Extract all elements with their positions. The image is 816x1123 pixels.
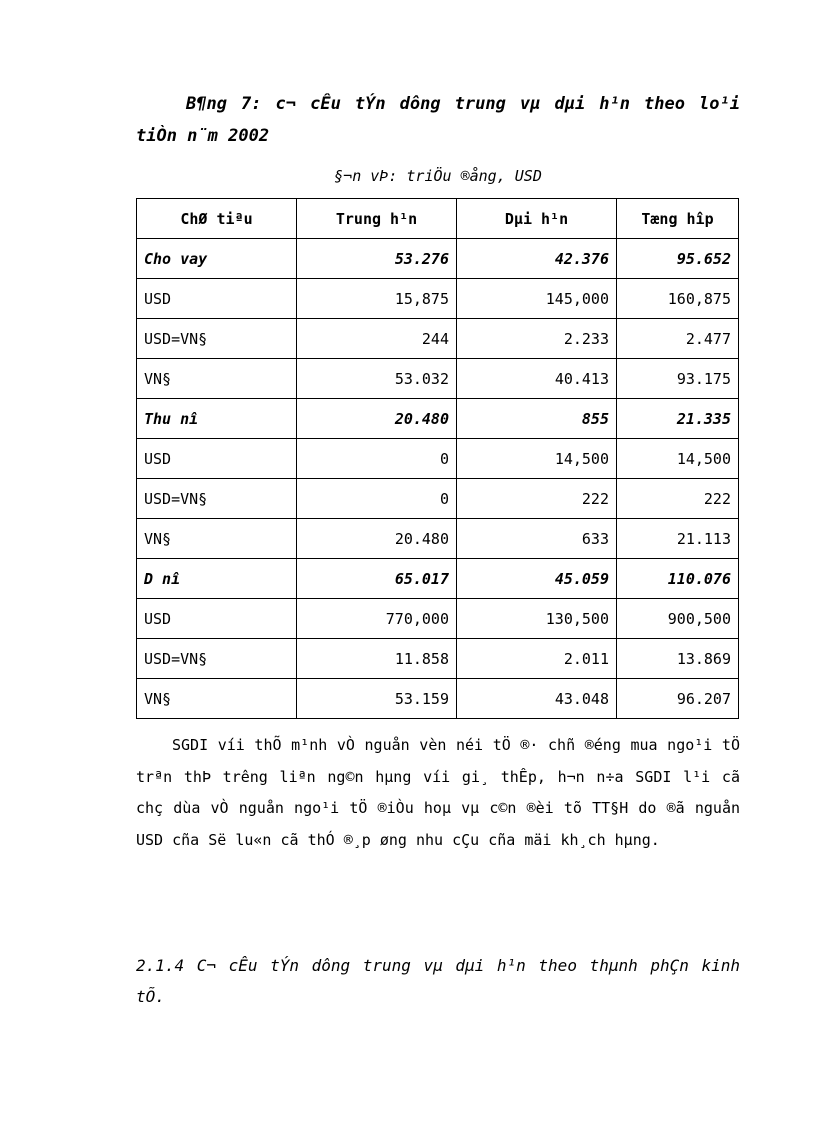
cell-long: 2.011 bbox=[457, 639, 617, 679]
table-row bbox=[137, 519, 739, 559]
cell-total: 93.175 bbox=[617, 359, 739, 399]
cell-medium: 15,875 bbox=[297, 279, 457, 319]
table-row bbox=[137, 439, 739, 479]
cell-long: 2.233 bbox=[457, 319, 617, 359]
cell-total: 95.652 bbox=[617, 239, 739, 279]
table-row bbox=[137, 639, 739, 679]
table-row-group bbox=[137, 239, 739, 279]
header-medium-term: Trung h¹n bbox=[297, 199, 457, 239]
row-label: VN§ bbox=[137, 679, 297, 719]
body-paragraph: SGDI víi thÕ m¹nh vÒ nguån vèn néi tÖ ®· chñ ®éng mua ngo¹i tÖ trªn thÞ trêng liªn ng©n hµng víi gi¸ thÊp, h¬n n÷a SGDI l¹i cã chç dùa vÒ nguån ngo¹i tÖ ®iÒu hoµ vµ c©n ®èi tõ TT§H do ®ã nguån USD cña Së lu«n cã thÓ ®¸p øng nhu cÇu cña mäi kh¸ch hµng. bbox=[136, 736, 740, 849]
unit-note: §¬n vÞ: triÖu ®ång, USD bbox=[334, 167, 542, 185]
cell-total: 21.113 bbox=[617, 519, 739, 559]
row-label: D nî bbox=[137, 559, 297, 599]
cell-medium: 770,000 bbox=[297, 599, 457, 639]
section-heading: 2.1.4 C¬ cÊu tÝn dông trung vµ dµi h¹n theo thµnh phÇn kinh tÕ. bbox=[136, 956, 740, 1006]
cell-medium: 20.480 bbox=[297, 399, 457, 439]
cell-long: 145,000 bbox=[457, 279, 617, 319]
cell-long: 14,500 bbox=[457, 439, 617, 479]
row-label: USD=VN§ bbox=[137, 639, 297, 679]
cell-long: 855 bbox=[457, 399, 617, 439]
cell-total: 14,500 bbox=[617, 439, 739, 479]
cell-medium: 53.276 bbox=[297, 239, 457, 279]
cell-medium: 244 bbox=[297, 319, 457, 359]
cell-long: 222 bbox=[457, 479, 617, 519]
cell-total: 160,875 bbox=[617, 279, 739, 319]
cell-medium: 53.159 bbox=[297, 679, 457, 719]
table-row bbox=[137, 279, 739, 319]
row-label: USD=VN§ bbox=[137, 479, 297, 519]
cell-total: 13.869 bbox=[617, 639, 739, 679]
table-row bbox=[137, 679, 739, 719]
cell-total: 110.076 bbox=[617, 559, 739, 599]
cell-long: 40.413 bbox=[457, 359, 617, 399]
cell-long: 42.376 bbox=[457, 239, 617, 279]
cell-long: 43.048 bbox=[457, 679, 617, 719]
row-label: Thu nî bbox=[137, 399, 297, 439]
cell-medium: 11.858 bbox=[297, 639, 457, 679]
cell-total: 96.207 bbox=[617, 679, 739, 719]
table-row bbox=[137, 319, 739, 359]
cell-total: 2.477 bbox=[617, 319, 739, 359]
table-row bbox=[137, 479, 739, 519]
row-label: USD bbox=[137, 439, 297, 479]
cell-medium: 0 bbox=[297, 439, 457, 479]
table-row bbox=[137, 599, 739, 639]
row-label: USD bbox=[137, 599, 297, 639]
header-total: Tæng hîp bbox=[617, 199, 739, 239]
cell-long: 130,500 bbox=[457, 599, 617, 639]
table-row bbox=[137, 359, 739, 399]
table-row-group bbox=[137, 559, 739, 599]
table-row-group bbox=[137, 399, 739, 439]
row-label: Cho vay bbox=[137, 239, 297, 279]
row-label: VN§ bbox=[137, 519, 297, 559]
cell-medium: 65.017 bbox=[297, 559, 457, 599]
header-long-term: Dµi h¹n bbox=[457, 199, 617, 239]
cell-medium: 0 bbox=[297, 479, 457, 519]
row-label: USD bbox=[137, 279, 297, 319]
cell-medium: 20.480 bbox=[297, 519, 457, 559]
cell-total: 900,500 bbox=[617, 599, 739, 639]
table-caption: B¶ng 7: c¬ cÊu tÝn dông trung vµ dµi h¹n theo lo¹i tiÒn n¨m 2002 bbox=[136, 94, 740, 146]
cell-medium: 53.032 bbox=[297, 359, 457, 399]
cell-long: 633 bbox=[457, 519, 617, 559]
table-header-row bbox=[137, 199, 739, 239]
credit-structure-table bbox=[136, 198, 739, 719]
cell-total: 21.335 bbox=[617, 399, 739, 439]
cell-total: 222 bbox=[617, 479, 739, 519]
header-indicator: ChØ tiªu bbox=[137, 199, 297, 239]
row-label: USD=VN§ bbox=[137, 319, 297, 359]
row-label: VN§ bbox=[137, 359, 297, 399]
cell-long: 45.059 bbox=[457, 559, 617, 599]
